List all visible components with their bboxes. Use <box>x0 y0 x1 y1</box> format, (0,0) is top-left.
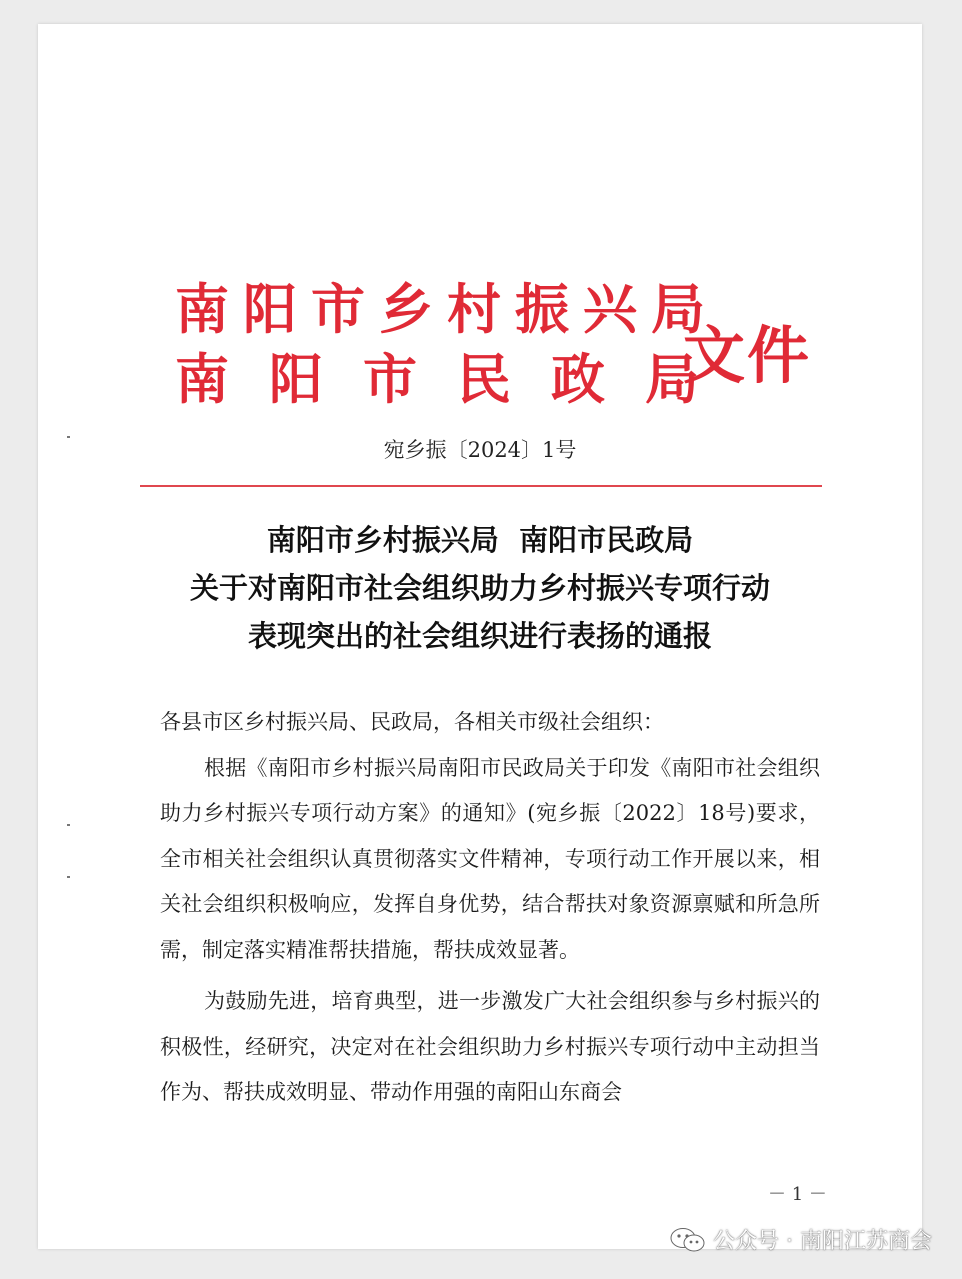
scan-speck <box>67 436 70 438</box>
scan-speck <box>67 876 70 878</box>
wechat-icon <box>669 1227 705 1253</box>
page-number: － 1 － <box>768 1184 827 1205</box>
title-line-1: 南阳市乡村振兴局 南阳市民政局 <box>266 523 694 557</box>
watermark-text: 公众号 · 南阳江苏商会 <box>713 1229 932 1254</box>
document-number: 宛乡振〔2024〕1号 <box>383 438 577 462</box>
file-mark: 文件 <box>683 319 812 392</box>
issuer-line-2: 南阳市民政局 <box>175 347 739 411</box>
document-body <box>160 700 820 1116</box>
issuer-line-1: 南阳市乡村振兴局 <box>175 277 719 341</box>
paragraph-2: 为鼓励先进，培育典型，进一步激发广大社会组织参与乡村振兴的积极性，经研究，决定对在社会组织助力乡村振兴专项行动中主动担当作为、帮扶成效明显、带动作用强的南阳山东商会 <box>160 989 820 1104</box>
red-divider <box>140 485 822 487</box>
document-title <box>38 516 922 660</box>
watermark <box>669 1224 932 1255</box>
salutation: 各县市区乡村振兴局、民政局，各相关市级社会组织： <box>160 710 664 734</box>
paragraph-1: 根据《南阳市乡村振兴局南阳市民政局关于印发《南阳市社会组织助力乡村振兴专项行动方案》的通知》(宛乡振〔2022〕18号)要求，全市相关社会组织认真贯彻落实文件精神，专项行动工作开展以来，相关社会组织积极响应，发挥自身优势，结合帮扶对象资源禀赋和所急所需，制定落实精准帮扶措施，帮扶成效显著。 <box>160 755 820 962</box>
issuer-header <box>175 274 739 414</box>
title-line-3: 表现突出的社会组织进行表扬的通报 <box>247 619 712 653</box>
scan-speck <box>67 824 70 826</box>
title-line-2: 关于对南阳市社会组织助力乡村振兴专项行动 <box>189 571 770 605</box>
document-page <box>38 24 922 1249</box>
